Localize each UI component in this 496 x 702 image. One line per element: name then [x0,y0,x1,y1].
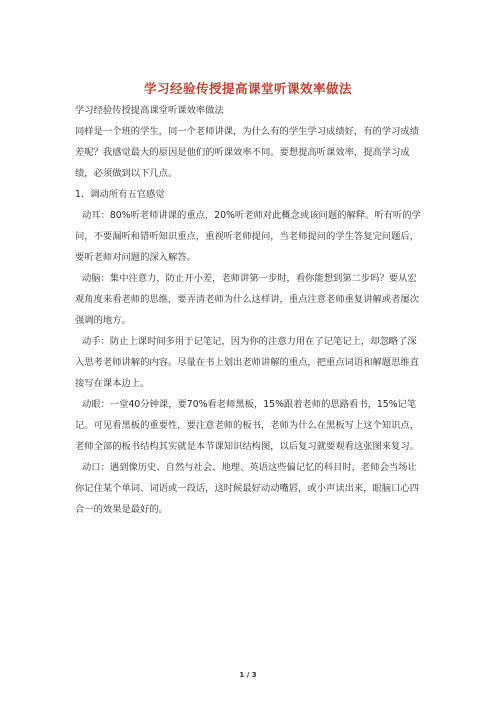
paragraph-eyes: 动眼：一堂40分钟课，要70%看老师黑板，15%跟着老师的思路看书，15%记笔记。可见看黑板的重要性，要注意老师的板书，老师为什么在黑板写上这个知识点，老师全部的板书结构其实就是本节课知识结构图，以后复习就要观看这张图来复习。 [75,399,419,452]
page-number: 1 / 3 [239,671,257,679]
document-subtitle: 学习经验传授提高课堂听课效率做法 [75,105,224,116]
intro-paragraph: 同样是一个班的学生，同一个老师讲课，为什么有的学生学习成绩好，有的学习成绩差呢？我感觉最大的原因是他们的听课效率不同。要想提高听课效率，提高学习成绩，必须做到以下几点。 [75,126,419,179]
paragraph-ears: 动耳：80%听老师讲课的重点，20%听老师对此概念或该问题的解释。听有听的学问，不要漏听和错听知识重点，重视听老师提问，当老师提问的学生答复完问题后，要听老师对问题的深入解答。 [75,210,421,263]
document-title: 学习经验传授提高课堂听课效率做法 [143,81,352,96]
section-heading: 1．调动所有五官感觉 [75,189,165,200]
paragraph-brain: 动脑：集中注意力，防止开小差，老师讲第一步时，看你能想到第二步吗？要从宏观角度来看老师的思维，要弄清老师为什么这样讲，重点注意老师重复讲解或者屡次强调的地方。 [75,273,419,326]
paragraph-hands: 动手：防止上课时间多用于记笔记，因为你的注意力用在了记笔记上，却忽略了深入思考老师讲解的内容。尽量在书上划出老师讲解的重点，把重点词语和解题思维直接写在课本边上。 [75,336,419,389]
document-body [75,100,425,520]
paragraph-mouth: 动口：遇到像历史、自然与社会、地理、英语这些偏记忆的科目时，老师会当场让你记住某个单词、词语或一段话，这时候最好动动嘴唇，或小声读出来，眼脑口心四合一的效果是最好的。 [75,462,419,515]
